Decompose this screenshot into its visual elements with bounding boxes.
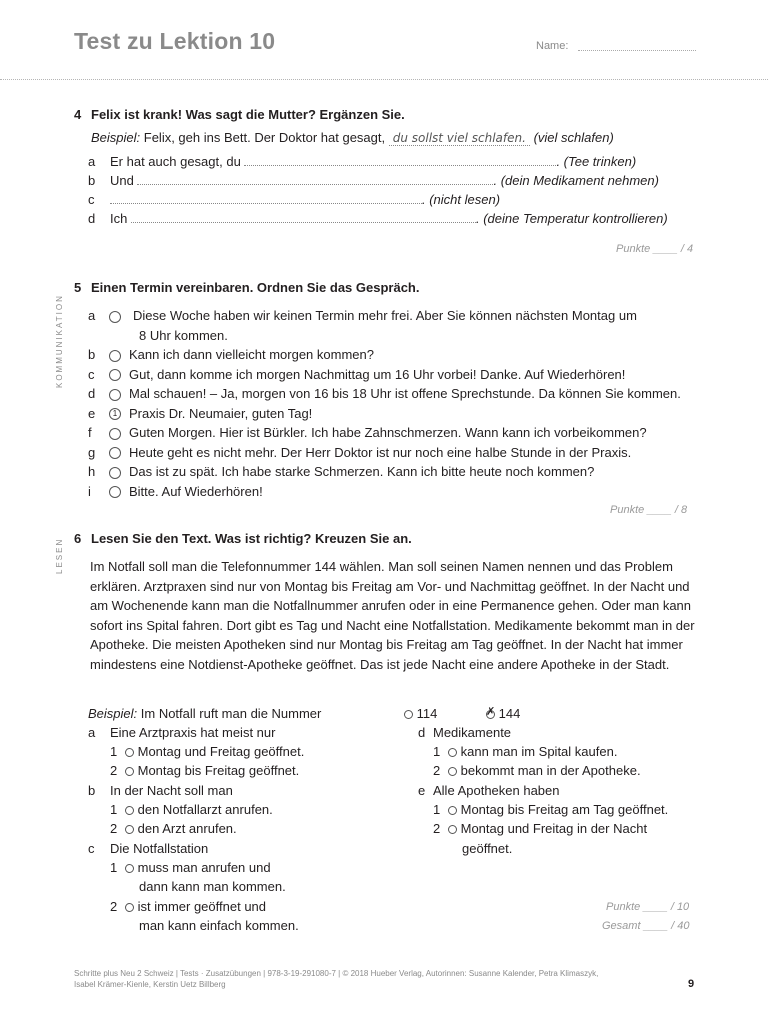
item-label: f xyxy=(88,425,92,440)
order-circle[interactable] xyxy=(109,350,121,362)
item-hint: . (Tee trinken) xyxy=(556,154,637,169)
dialog-item-b xyxy=(88,345,374,364)
item-hint: . (dein Medikament nehmen) xyxy=(493,173,659,188)
task-4-points: Punkte ____ / 4 xyxy=(616,243,694,255)
order-circle[interactable] xyxy=(109,369,121,381)
side-label-kommunikation: KOMMUNIKATION xyxy=(55,294,64,388)
option-text: Montag und Freitag in der Nacht xyxy=(460,821,648,836)
item-label: a xyxy=(88,308,96,323)
item-label: h xyxy=(88,464,96,479)
option-b1[interactable] xyxy=(110,800,273,819)
dialog-item-h xyxy=(88,462,594,481)
question-c xyxy=(88,839,208,858)
answer-field-a[interactable] xyxy=(244,153,556,166)
option-a1[interactable] xyxy=(110,742,304,761)
option-d1[interactable] xyxy=(433,742,617,761)
question-a xyxy=(88,723,275,742)
question-d xyxy=(418,723,511,742)
header-divider xyxy=(0,79,768,80)
item-hint: . (nicht lesen) xyxy=(422,192,501,207)
item-start: Er hat auch gesagt, du xyxy=(110,154,241,169)
dialog-text: Heute geht es nicht mehr. Der Herr Doktor ist nur noch eine halbe Stunde in der Praxis. xyxy=(129,444,632,460)
option-e1[interactable] xyxy=(433,800,668,819)
question-text: Alle Apotheken haben xyxy=(433,783,560,798)
task-4-example xyxy=(91,128,614,148)
dialog-item-e xyxy=(88,404,312,423)
example-option-114[interactable] xyxy=(404,704,437,723)
name-field[interactable] xyxy=(578,50,696,51)
option-text: den Arzt anrufen. xyxy=(137,821,237,836)
task-4-item-a-row xyxy=(110,152,636,171)
option-text: Montag bis Freitag am Tag geöffnet. xyxy=(460,802,669,817)
question-b xyxy=(88,781,233,800)
radio-circle[interactable] xyxy=(448,748,457,757)
radio-circle[interactable] xyxy=(125,767,134,776)
option-c1-cont xyxy=(139,877,286,896)
order-circle[interactable] xyxy=(109,311,121,323)
example-prefix: Beispiel: xyxy=(91,130,141,145)
dialog-text: Gut, dann komme ich morgen Nachmittag um 16 Uhr vorbei! Danke. Auf Wiederhören! xyxy=(129,366,626,382)
option-e2[interactable] xyxy=(433,819,647,838)
item-hint: . (deine Temperatur kontrollieren) xyxy=(475,211,668,226)
dialog-item-a-cont xyxy=(139,326,228,345)
option-number: 1 xyxy=(110,744,118,759)
answer-field-d[interactable] xyxy=(131,210,476,223)
order-circle[interactable] xyxy=(109,389,121,401)
dialog-item-a xyxy=(88,306,637,325)
task-5-heading: Einen Termin vereinbaren. Ordnen Sie das Gespräch. xyxy=(91,280,420,295)
answer-field-c[interactable] xyxy=(110,191,422,204)
radio-circle[interactable] xyxy=(125,903,134,912)
task-5-points: Punkte ____ / 8 xyxy=(610,504,688,516)
question-text: Die Notfallstation xyxy=(110,841,209,856)
item-label: b xyxy=(88,173,96,188)
dialog-text: Diese Woche haben wir keinen Termin mehr frei. Aber Sie können nächsten Montag um xyxy=(133,308,637,323)
option-number: 2 xyxy=(110,821,118,836)
task-4-item-b xyxy=(88,171,95,190)
dialog-text: Mal schauen! – Ja, morgen von 16 bis 18 Uhr ist offene Sprechstunde. Da können Sie kommen. xyxy=(129,386,681,401)
order-circle[interactable] xyxy=(109,486,121,498)
item-start: Und xyxy=(110,173,134,188)
item-label: b xyxy=(88,347,96,362)
page-title: Test zu Lektion 10 xyxy=(74,28,276,54)
example-prefix: Beispiel: xyxy=(88,706,138,721)
dialog-text: Guten Morgen. Hier ist Bürkler. Ich habe Zahnschmerzen. Wann kann ich vorbeikommen? xyxy=(129,425,647,440)
item-label: a xyxy=(88,725,96,740)
task-4-item-c xyxy=(88,190,95,209)
item-label: a xyxy=(88,154,96,169)
item-label: b xyxy=(88,783,96,798)
item-label: e xyxy=(418,783,426,798)
radio-circle[interactable] xyxy=(125,806,134,815)
task-4-item-d-row xyxy=(110,209,668,228)
task-6-heading: Lesen Sie den Text. Was ist richtig? Kreuzen Sie an. xyxy=(91,531,412,546)
task-4-item-b-row xyxy=(110,171,659,190)
option-number: 2 xyxy=(110,899,118,914)
item-label: c xyxy=(88,192,95,207)
option-text: Montag bis Freitag geöffnet. xyxy=(137,763,300,778)
task-4-number: 4 xyxy=(74,107,82,122)
item-label: c xyxy=(88,366,95,382)
option-number: 1 xyxy=(110,860,118,875)
footer-credits xyxy=(74,968,654,990)
dialog-item-i xyxy=(88,482,263,501)
dialog-text: Praxis Dr. Neumaier, guten Tag! xyxy=(129,405,313,421)
question-text: Medikamente xyxy=(433,725,512,740)
option-a2[interactable] xyxy=(110,761,299,780)
item-label: c xyxy=(88,841,95,856)
dialog-item-f xyxy=(88,423,647,442)
option-number: 1 xyxy=(110,802,118,817)
item-label: d xyxy=(88,211,96,226)
option-text: dann kann man kommen. xyxy=(139,879,286,894)
radio-circle[interactable] xyxy=(125,748,134,757)
dialog-text: 8 Uhr kommen. xyxy=(139,327,228,343)
option-text: ist immer geöffnet und xyxy=(137,899,267,914)
option-text: den Notfallarzt anrufen. xyxy=(137,802,273,817)
side-label-lesen: LESEN xyxy=(55,537,64,574)
item-start: Ich xyxy=(110,211,128,226)
order-circle[interactable]: 1 xyxy=(109,408,121,420)
option-number: 2 xyxy=(433,821,441,836)
example-hint: (viel schlafen) xyxy=(533,130,614,145)
dialog-item-g xyxy=(88,443,631,462)
reading-text: Im Notfall soll man die Telefonnummer 144 wählen. Man soll seinen Namen nennen und das Problem erklären. Arztpraxen sind nur von Montag bis Freitag am Vor- und Nachmittag geöffnet. In der Nacht und am Wochenende kann man die Notfallnummer anrufen oder in eine Permanence gehen. Oder man kann sofort ins Spital fahren. Dort gibt es Tag und Nacht eine Notfallstation. Medikamente bekommt man in der Apotheke. Die meisten Apotheken sind nur Montag bis Freitag am Tag geöffnet. In der Nacht hat immer mindestens eine Notdienst-Apotheke geöffnet. Das ist jede Nacht eine andere Apotheke in der Stadt. xyxy=(90,559,695,672)
dialog-text: Bitte. Auf Wiederhören! xyxy=(129,483,263,499)
radio-circle[interactable] xyxy=(125,825,134,834)
item-label: g xyxy=(88,444,96,460)
task-4-item-a xyxy=(88,152,95,171)
option-c1[interactable] xyxy=(110,858,271,877)
item-label: i xyxy=(88,483,91,499)
option-number: 1 xyxy=(433,744,441,759)
answer-field-b[interactable] xyxy=(137,172,493,185)
radio-circle-checked[interactable] xyxy=(486,706,496,719)
question-text: In der Nacht soll man xyxy=(110,783,233,798)
task-4-item-c-row xyxy=(110,190,500,209)
option-text: kann man im Spital kaufen. xyxy=(460,744,618,759)
order-circle[interactable] xyxy=(109,447,121,459)
radio-circle[interactable] xyxy=(448,806,457,815)
radio-circle[interactable] xyxy=(404,710,413,719)
option-text: muss man anrufen und xyxy=(137,860,271,875)
option-b2[interactable] xyxy=(110,819,237,838)
dialog-text: Das ist zu spät. Ich habe starke Schmerzen. Kann ich bitte heute noch kommen? xyxy=(129,464,595,479)
task-6-points: Punkte ____ / 10 xyxy=(606,901,690,913)
option-text: Montag und Freitag geöffnet. xyxy=(137,744,305,759)
task-6-number: 6 xyxy=(74,531,82,546)
option-c2-cont xyxy=(139,916,299,935)
option-e2-cont xyxy=(462,839,512,858)
task-5-number: 5 xyxy=(74,280,82,295)
task-4-item-d xyxy=(88,209,95,228)
example-option-144[interactable] xyxy=(486,704,520,723)
example-text: Im Notfall ruft man die Nummer xyxy=(140,706,322,721)
order-circle[interactable] xyxy=(109,467,121,479)
item-label: e xyxy=(88,405,96,421)
question-text: Eine Arztpraxis hat meist nur xyxy=(110,725,276,740)
option-text: geöffnet. xyxy=(462,841,513,856)
option-text: bekommt man in der Apotheke. xyxy=(460,763,641,778)
cross-mark-icon: ✗ xyxy=(486,706,496,719)
option-number: 2 xyxy=(110,763,118,778)
name-label: Name: xyxy=(536,40,569,52)
option-number: 2 xyxy=(433,763,441,778)
footer-line-2: Isabel Krämer-Kienle, Kerstin Uetz Billberg xyxy=(74,980,226,989)
dialog-item-c xyxy=(88,365,625,384)
option-d2[interactable] xyxy=(433,761,641,780)
radio-circle[interactable] xyxy=(125,864,134,873)
option-c2[interactable] xyxy=(110,897,266,916)
radio-circle[interactable] xyxy=(448,825,457,834)
task-4-heading: Felix ist krank! Was sagt die Mutter? Ergänzen Sie. xyxy=(91,107,405,122)
option-text: man kann einfach kommen. xyxy=(139,918,299,933)
total-points: Gesamt ____ / 40 xyxy=(602,920,690,932)
dialog-item-d xyxy=(88,384,681,403)
item-label: d xyxy=(88,386,96,401)
item-label: d xyxy=(418,725,426,740)
option-text: 114 xyxy=(416,706,438,721)
footer-line-1: Schritte plus Neu 2 Schweiz | Tests · Zusatzübungen | 978-3-19-291080-7 | © 2018 Hueber Verlag, Autorinnen: Susanne Kalender, Petra Klimaszyk, xyxy=(74,969,599,978)
task-6-example xyxy=(88,704,321,723)
radio-circle[interactable] xyxy=(448,767,457,776)
page-number: 9 xyxy=(688,978,695,990)
example-answer: du sollst viel schlafen. xyxy=(389,131,530,146)
question-e xyxy=(418,781,560,800)
dialog-text: Kann ich dann vielleicht morgen kommen? xyxy=(129,347,374,362)
order-circle[interactable] xyxy=(109,428,121,440)
option-text: 144 xyxy=(498,706,521,721)
example-text: Felix, geh ins Bett. Der Doktor hat gesagt, xyxy=(143,130,386,145)
option-number: 1 xyxy=(433,802,441,817)
